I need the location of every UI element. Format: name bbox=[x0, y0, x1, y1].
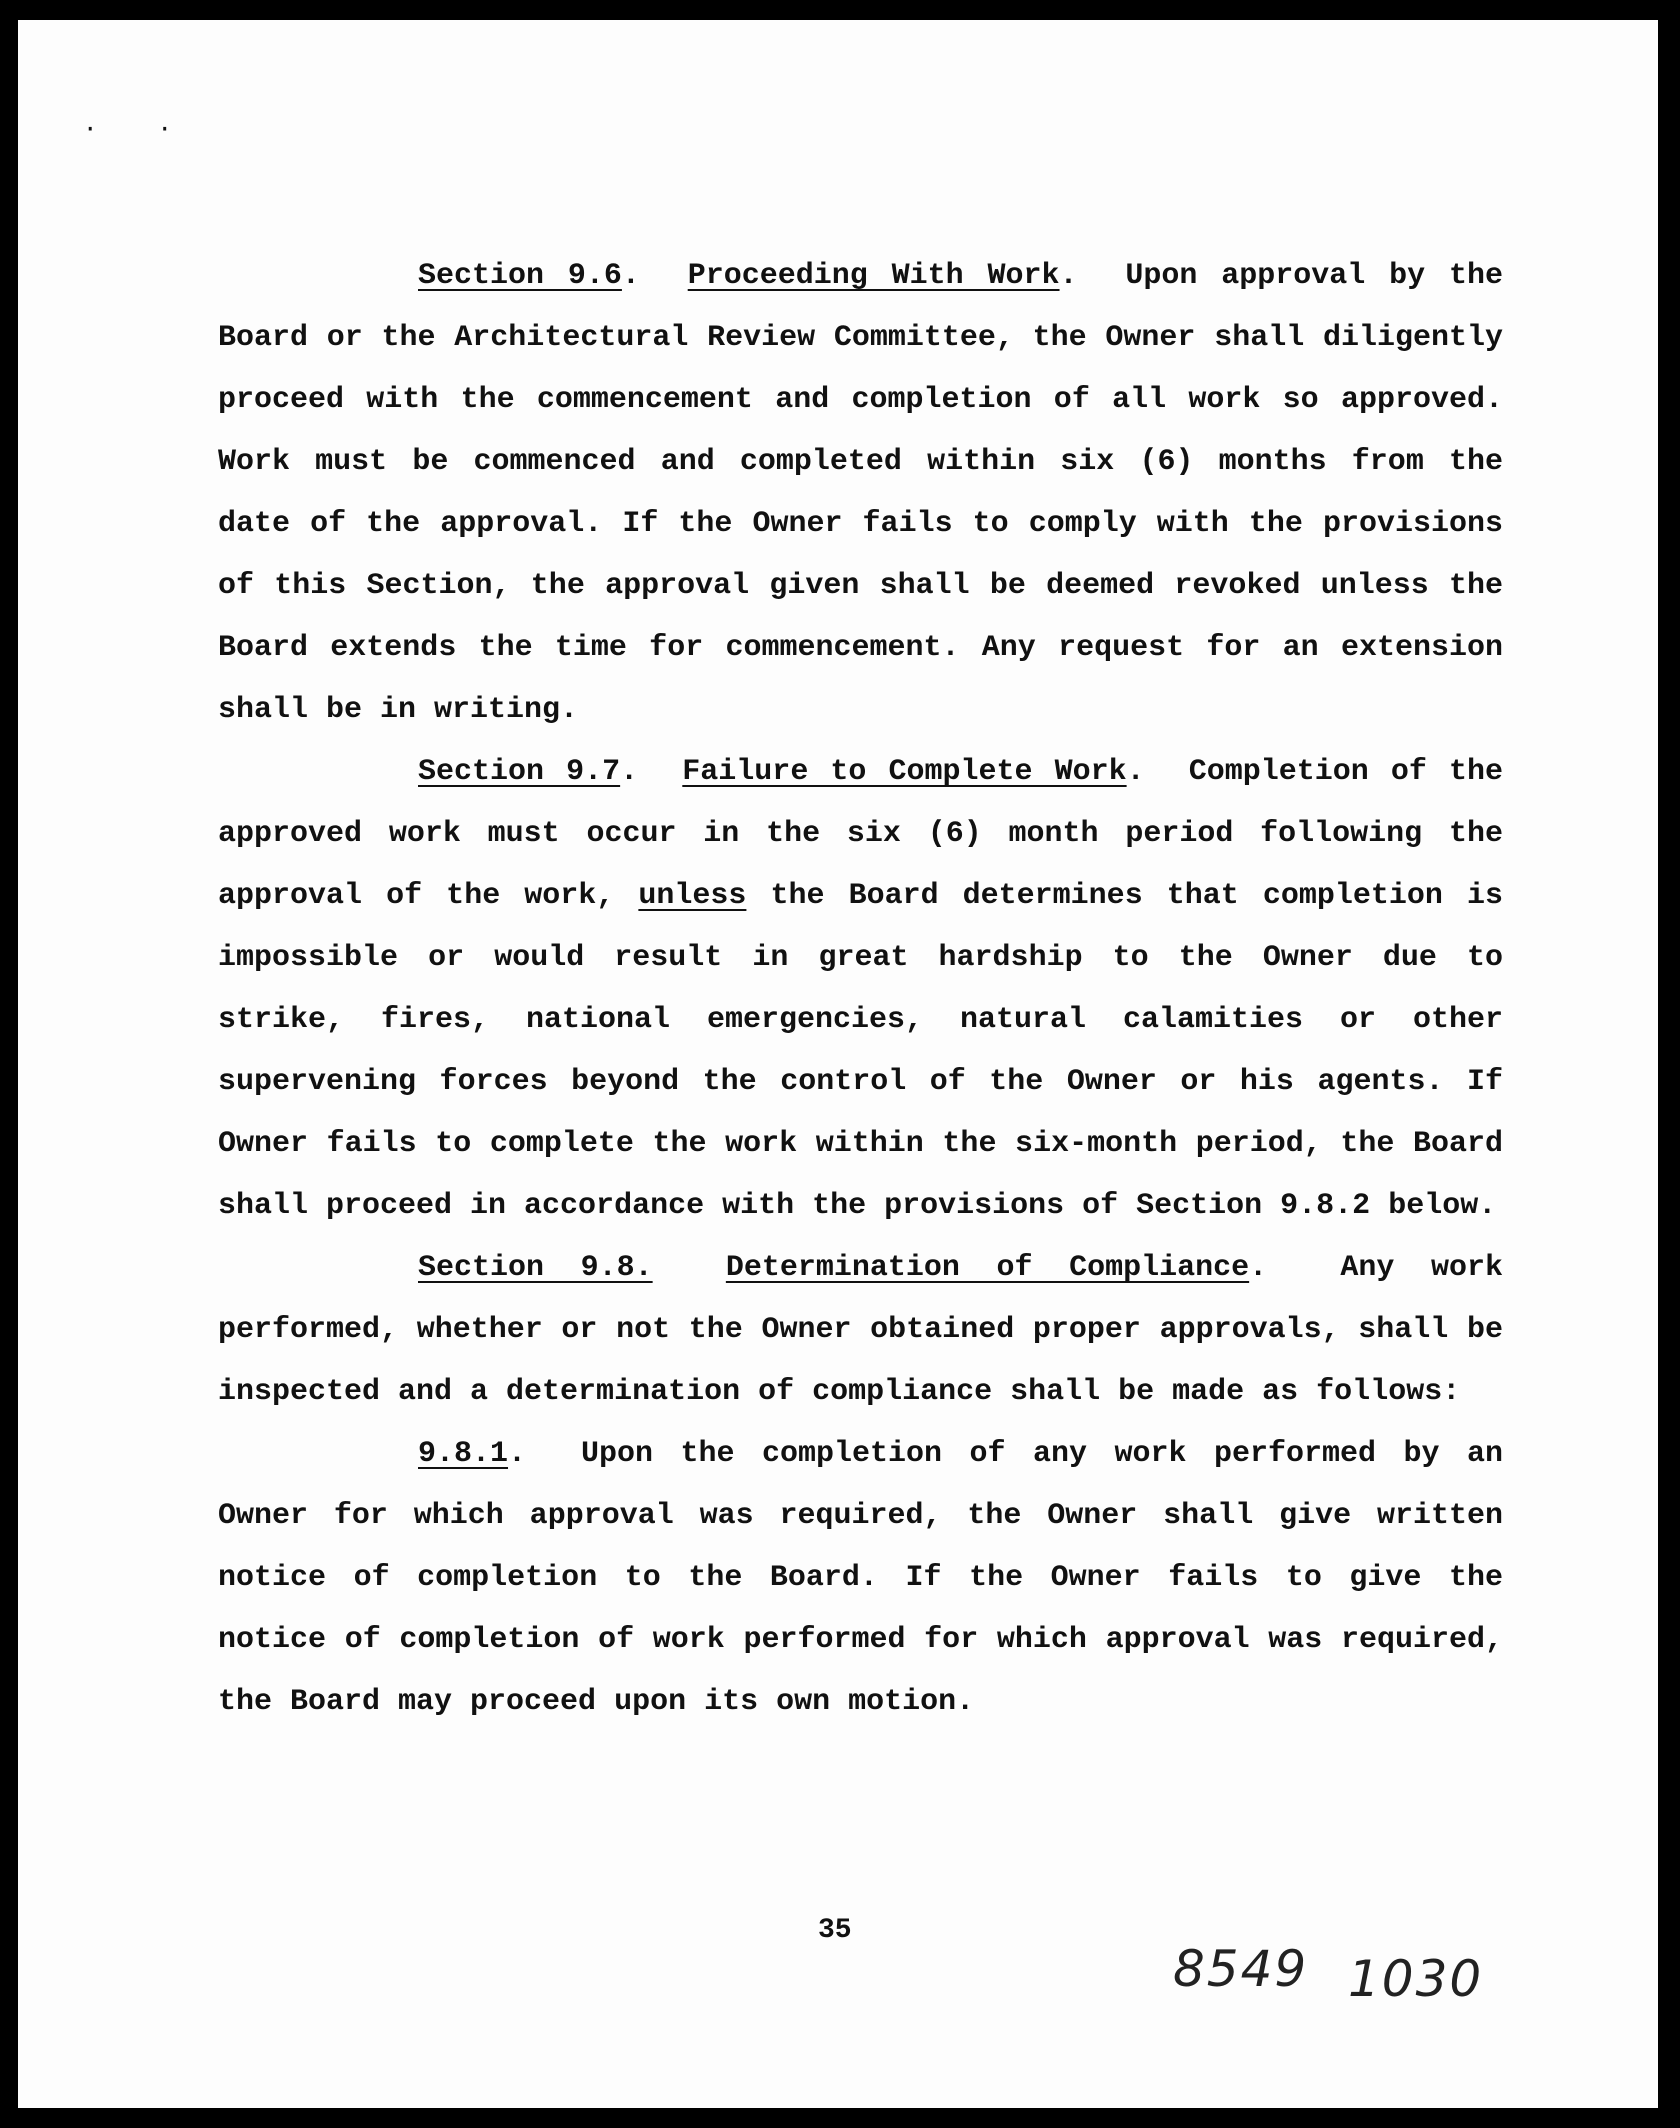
section-9-7-text-before: Completion of the approved work must occur in the six (6) month period following the approval of the work, bbox=[218, 755, 1503, 913]
section-9-7-paragraph: Section 9.7. Failure to Complete Work. Completion of the approved work must occur in the six (6) month period following the approval of the work, unless the Board determines that completion is impossible or would result in great hardship to the Owner due to strike, fires, national emergencies, natural calamities or other supervening forces beyond the control of the Owner or his agents. If Owner fails to complete the work within the six-month period, the Board shall proceed in accordance with the provisions of Section 9.8.2 below. bbox=[218, 755, 1503, 1223]
section-9-8-1-number: 9.8.1 bbox=[418, 1437, 509, 1471]
document-body bbox=[218, 245, 1503, 1733]
section-9-7-text-after: the Board determines that completion is impossible or would result in great hardship to the Owner due to strike, fires, national emergencies, natural calamities or other supervening forces beyond the control of the Owner or his agents. If Owner fails to complete the work within the six-month period, the Board shall proceed in accordance with the provisions of Section 9.8.2 below. bbox=[218, 879, 1503, 1223]
scan-specks: ·· bbox=[83, 115, 232, 143]
section-9-6-title: Proceeding With Work bbox=[687, 259, 1060, 293]
section-9-7-emphasis: unless bbox=[638, 879, 747, 913]
section-9-8-1-text: Upon the completion of any work performed by an Owner for which approval was required, the Owner shall give written notice of completion to the Board. If the Owner fails to give the notice of completion of work performed for which approval was required, the Board may proceed upon its own motion. bbox=[218, 1437, 1504, 1719]
section-9-8-1-paragraph: 9.8.1. Upon the completion of any work performed by an Owner for which approval was required, the Owner shall give written notice of completion to the Board. If the Owner fails to give the notice of completion of work performed for which approval was required, the Board may proceed upon its own motion. bbox=[218, 1437, 1504, 1719]
stamp-number-left: 8549 bbox=[1173, 1940, 1309, 1998]
document-page bbox=[18, 20, 1658, 2108]
section-9-7-title: Failure to Complete Work bbox=[682, 755, 1127, 789]
section-9-8-title: Determination of Compliance bbox=[725, 1251, 1250, 1285]
section-9-8-number: Section 9.8. bbox=[418, 1251, 653, 1285]
page-number: 35 bbox=[818, 1915, 852, 1946]
section-9-8-text: Any work performed, whether or not the Owner obtained proper approvals, shall be inspected and a determination of compliance shall be made as follows: bbox=[218, 1251, 1503, 1409]
section-9-6-text: Upon approval by the Board or the Architectural Review Committee, the Owner shall diligently proceed with the commencement and completion of all work so approved. Work must be commenced and completed within six (6) months from the date of the approval. If the Owner fails to comply with the provisions of this Section, the approval given shall be deemed revoked unless the Board extends the time for commencement. Any request for an extension shall be in writing. bbox=[218, 259, 1504, 727]
section-9-8-paragraph: Section 9.8. Determination of Compliance. Any work performed, whether or not the Owner obtained proper approvals, shall be inspected and a determination of compliance shall be made as follows: bbox=[218, 1251, 1503, 1409]
section-9-6-paragraph: Section 9.6. Proceeding With Work. Upon approval by the Board or the Architectural Review Committee, the Owner shall diligently proceed with the commencement and completion of all work so approved. Work must be commenced and completed within six (6) months from the date of the approval. If the Owner fails to comply with the provisions of this Section, the approval given shall be deemed revoked unless the Board extends the time for commencement. Any request for an extension shall be in writing. bbox=[218, 259, 1504, 727]
stamp-number-right: 1030 bbox=[1348, 1950, 1484, 2008]
section-9-7-number: Section 9.7 bbox=[418, 755, 621, 789]
section-9-6-number: Section 9.6 bbox=[418, 259, 622, 293]
